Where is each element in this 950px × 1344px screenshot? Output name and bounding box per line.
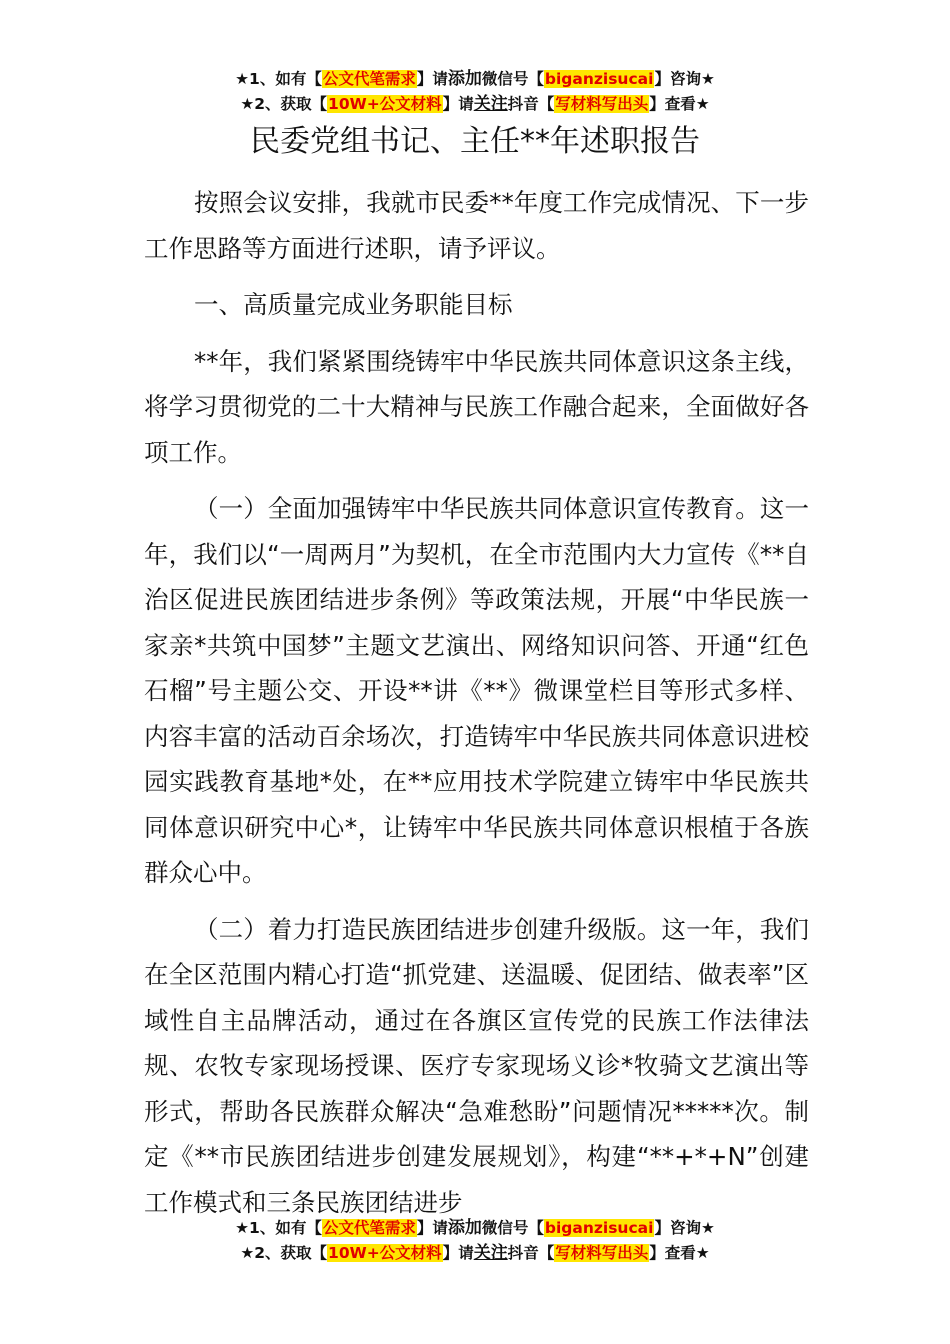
- banner-emphasis: 添加: [447, 1218, 482, 1238]
- paragraph: **年，我们紧紧围绕铸牢中华民族共同体意识这条主线，将学习贯彻党的二十大精神与民族工作融合起来，全面做好各项工作。: [144, 346, 809, 467]
- banner-line-1: [0, 1216, 950, 1241]
- banner-line-1: [0, 67, 950, 92]
- banner-highlight: 10W+公文材料: [328, 95, 442, 113]
- header-banner: [0, 67, 950, 117]
- banner-text: 微信号【: [481, 1219, 544, 1237]
- banner-text: 微信号【: [481, 70, 544, 88]
- banner-text: 】查看★: [649, 1244, 710, 1262]
- section-heading: 一、高质量完成业务职能目标: [194, 290, 513, 319]
- paragraph: （一）全面加强铸牢中华民族共同体意识宣传教育。这一年，我们以“一周两月”为契机，在全市范围内大力宣传《**自治区促进民族团结进步条例》等政策法规，开展“中华民族一家亲*共筑中国梦”主题文艺演出、网络知识问答、开通“红色石榴”号主题公交、开设**讲《**》微课堂栏目等形式多样、内容丰富的活动百余场次，打造铸牢中华民族共同体意识进校园实践教育基地*处，在**应用技术学院建立铸牢中华民族共同体意识研究中心*，让铸牢中华民族共同体意识根植于各族群众心中。: [144, 494, 809, 887]
- banner-highlight-wechat: biganzisucai: [544, 70, 654, 88]
- banner-text: 】咨询★: [654, 70, 715, 88]
- banner-text: 】请: [416, 1219, 448, 1237]
- banner-text: ★1、如有【: [235, 1219, 322, 1237]
- paragraph: 按照会议安排，我就市民委**年度工作完成情况、下一步工作思路等方面进行述职，请予评议。: [144, 188, 809, 263]
- document-body: [144, 180, 809, 1236]
- banner-text: 】咨询★: [654, 1219, 715, 1237]
- paragraph: （二）着力打造民族团结进步创建升级版。这一年，我们在全区范围内精心打造“抓党建、送温暖、促团结、做表率”区域性自主品牌活动，通过在各旗区宣传党的民族工作法律法规、农牧专家现场授课、医疗专家现场义诊*牧骑文艺演出等形式，帮助各民族群众解决“急难愁盼”问题情况*****次。制定《**市民族团结进步创建发展规划》，构建“**+*+N”创建工作模式和三条民族团结进步: [144, 914, 809, 1217]
- banner-text: 抖音【: [507, 1244, 555, 1262]
- banner-text: ★2、获取【: [240, 1244, 328, 1262]
- banner-highlight: 公文代笔需求: [322, 1219, 416, 1237]
- banner-emphasis: 关注: [473, 94, 508, 114]
- banner-text: 抖音【: [507, 95, 555, 113]
- banner-highlight: 10W+公文材料: [328, 1244, 442, 1262]
- banner-emphasis: 关注: [473, 1243, 508, 1263]
- banner-text: ★2、获取【: [240, 95, 328, 113]
- banner-text: 】查看★: [649, 95, 710, 113]
- banner-text: ★1、如有【: [235, 70, 322, 88]
- banner-line-2: [0, 92, 950, 117]
- banner-emphasis: 添加: [447, 69, 482, 89]
- banner-highlight-wechat: biganzisucai: [544, 1219, 654, 1237]
- banner-highlight: 公文代笔需求: [322, 70, 416, 88]
- banner-line-2: [0, 1241, 950, 1266]
- banner-text: 】请: [442, 95, 474, 113]
- banner-highlight-douyin: 写材料写出头: [555, 1244, 649, 1262]
- banner-text: 】请: [416, 70, 448, 88]
- document-title: 民委党组书记、主任**年述职报告: [250, 124, 700, 159]
- banner-text: 】请: [442, 1244, 474, 1262]
- banner-highlight-douyin: 写材料写出头: [555, 95, 649, 113]
- footer-banner: [0, 1216, 950, 1266]
